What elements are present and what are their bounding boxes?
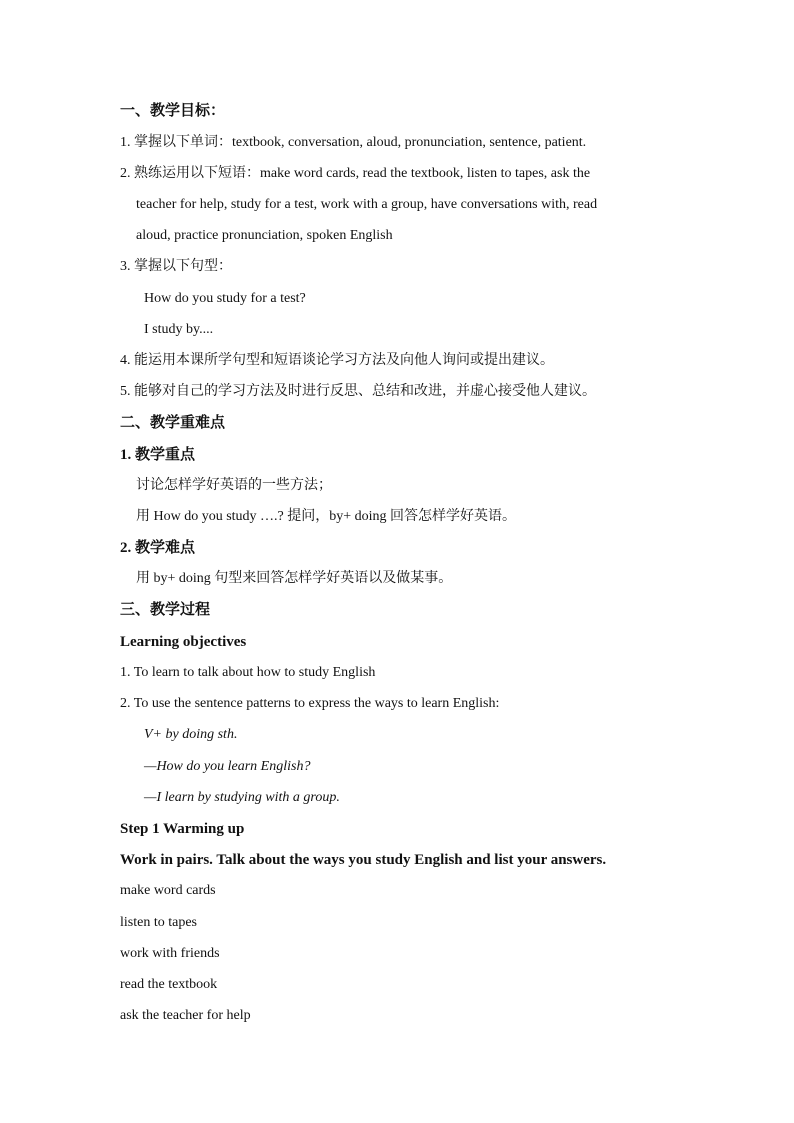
answer-item: listen to tapes (120, 915, 197, 930)
key-point-2: 用 How do you study ….? 提问，by+ doing 回答怎样学好英语。 (136, 509, 517, 524)
objective-2-line-3: aloud, practice pronunciation, spoken English (136, 228, 393, 243)
subheading-difficult-point: 2. 教学难点 (120, 540, 196, 556)
section-heading-process: 三、教学过程 (120, 602, 211, 618)
key-point-1: 讨论怎样学好英语的一些方法； (136, 478, 332, 493)
answer-item: make word cards (120, 883, 216, 898)
objective-3-sentence-2: I study by.... (144, 322, 214, 337)
objective-3: 3. 掌握以下句型： (120, 259, 232, 274)
answer-item: read the textbook (120, 977, 218, 992)
learning-objective-2: 2. To use the sentence patterns to express the ways to learn English: (120, 696, 500, 711)
pattern-answer: —I learn by studying with a group. (144, 790, 340, 805)
answer-item: ask the teacher for help (120, 1008, 251, 1023)
objective-1: 1. 掌握以下单词：textbook, conversation, aloud, pronunciation, sentence, patient. (120, 135, 587, 150)
learning-objective-1: 1. To learn to talk about how to study English (120, 665, 376, 680)
subheading-key-point: 1. 教学重点 (120, 447, 196, 463)
learning-objectives-heading: Learning objectives (120, 634, 247, 650)
objective-3-sentence-1: How do you study for a test? (144, 291, 306, 306)
pattern-formula: V+ by doing sth. (144, 727, 238, 742)
objective-2-line-2: teacher for help, study for a test, work with a group, have conversations with, read (136, 197, 598, 212)
step-1-task: Work in pairs. Talk about the ways you study English and list your answers. (120, 852, 607, 868)
difficult-point-1: 用 by+ doing 句型来回答怎样学好英语以及做某事。 (136, 571, 453, 586)
objective-2-line-1: 2. 熟练运用以下短语：make word cards, read the textbook, listen to tapes, ask the (120, 166, 591, 181)
step-1-heading: Step 1 Warming up (120, 821, 245, 837)
objective-4: 4. 能运用本课所学句型和短语谈论学习方法及向他人询问或提出建议。 (120, 353, 554, 368)
objective-5: 5. 能够对自己的学习方法及时进行反思、总结和改进，并虚心接受他人建议。 (120, 384, 596, 399)
pattern-question: —How do you learn English? (144, 759, 311, 774)
section-heading-key-points: 二、教学重难点 (120, 415, 226, 431)
section-heading-objectives: 一、教学目标： (120, 103, 226, 119)
answer-item: work with friends (120, 946, 220, 961)
